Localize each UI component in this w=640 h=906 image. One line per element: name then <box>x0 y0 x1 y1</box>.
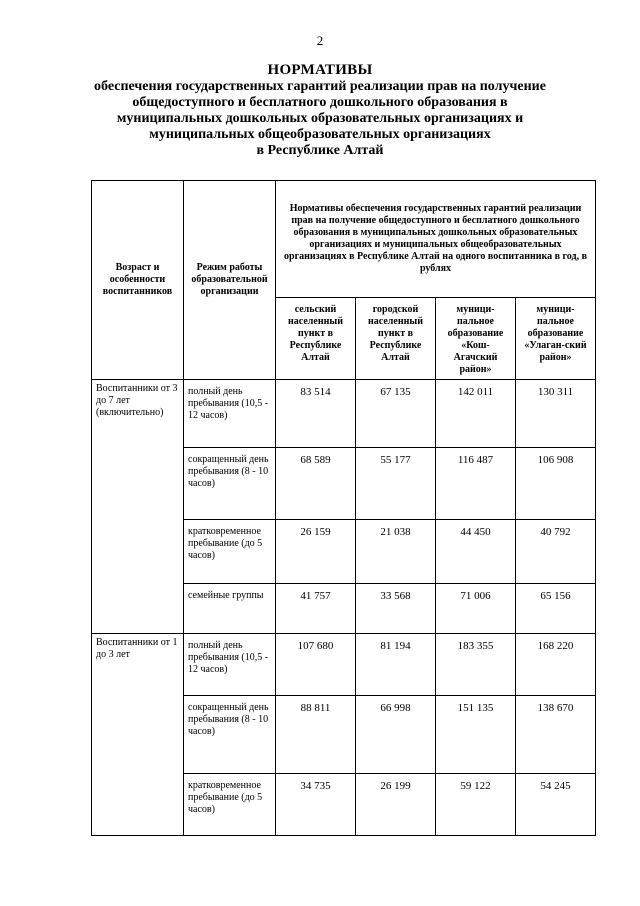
value-cell: 183 355 <box>436 634 516 696</box>
value-cell: 106 908 <box>516 448 596 520</box>
title-line: обеспечения государственных гарантий реализации прав на получение <box>94 79 546 94</box>
value-cell: 34 735 <box>276 774 356 836</box>
value-cell: 88 811 <box>276 696 356 774</box>
table-row <box>92 634 596 696</box>
value-cell: 142 011 <box>436 380 516 448</box>
header-col-rural: сельский населенный пункт в Республике Алтай <box>276 298 356 380</box>
value-cell: 26 199 <box>356 774 436 836</box>
title-line: в Республике Алтай <box>256 143 384 158</box>
value-cell: 21 038 <box>356 520 436 584</box>
value-cell: 41 757 <box>276 584 356 634</box>
mode-cell: сокращенный день пребывания (8 - 10 часов) <box>184 696 276 774</box>
header-col-urban: городской населенный пункт в Республике Алтай <box>356 298 436 380</box>
document-title <box>60 62 580 159</box>
title-line: общедоступного и бесплатного дошкольного образования в <box>132 95 508 110</box>
header-group: Нормативы обеспечения государственных гарантий реализации прав на получение общедоступного и бесплатного дошкольного образования в муниципальных дошкольных образовательных организациях и муниципальных общеобразовательных организациях в Республике Алтай на одного воспитанника в год, в рублях <box>276 181 596 298</box>
value-cell: 33 568 <box>356 584 436 634</box>
mode-cell: полный день пребывания (10,5 - 12 часов) <box>184 634 276 696</box>
value-cell: 68 589 <box>276 448 356 520</box>
value-cell: 54 245 <box>516 774 596 836</box>
title-line: муниципальных общеобразовательных организациях <box>149 127 491 142</box>
header-col-kosh-agach: муници-пальное образование «Кош-Агачский район» <box>436 298 516 380</box>
value-cell: 168 220 <box>516 634 596 696</box>
normatives-table <box>91 180 596 836</box>
header-col-ulagan: муници-пальное образование «Улаган-ский район» <box>516 298 596 380</box>
header-mode: Режим работы образовательной организации <box>184 181 276 380</box>
mode-cell: полный день пребывания (10,5 - 12 часов) <box>184 380 276 448</box>
title-main: НОРМАТИВЫ <box>267 62 373 78</box>
mode-cell: семейные группы <box>184 584 276 634</box>
mode-cell: кратковременное пребывание (до 5 часов) <box>184 774 276 836</box>
value-cell: 71 006 <box>436 584 516 634</box>
value-cell: 81 194 <box>356 634 436 696</box>
value-cell: 116 487 <box>436 448 516 520</box>
age-cell: Воспитанники от 3 до 7 лет (включительно) <box>92 380 184 634</box>
value-cell: 66 998 <box>356 696 436 774</box>
value-cell: 65 156 <box>516 584 596 634</box>
value-cell: 130 311 <box>516 380 596 448</box>
mode-cell: сокращенный день пребывания (8 - 10 часов) <box>184 448 276 520</box>
age-cell: Воспитанники от 1 до 3 лет <box>92 634 184 836</box>
value-cell: 59 122 <box>436 774 516 836</box>
table-row <box>92 380 596 448</box>
title-line: муниципальных дошкольных образовательных организациях и <box>116 111 524 126</box>
value-cell: 83 514 <box>276 380 356 448</box>
mode-cell: кратковременное пребывание (до 5 часов) <box>184 520 276 584</box>
value-cell: 67 135 <box>356 380 436 448</box>
value-cell: 55 177 <box>356 448 436 520</box>
value-cell: 151 135 <box>436 696 516 774</box>
page-number: 2 <box>316 33 324 48</box>
value-cell: 138 670 <box>516 696 596 774</box>
value-cell: 26 159 <box>276 520 356 584</box>
value-cell: 44 450 <box>436 520 516 584</box>
value-cell: 40 792 <box>516 520 596 584</box>
value-cell: 107 680 <box>276 634 356 696</box>
header-age: Возраст и особенности воспитанников <box>92 181 184 380</box>
